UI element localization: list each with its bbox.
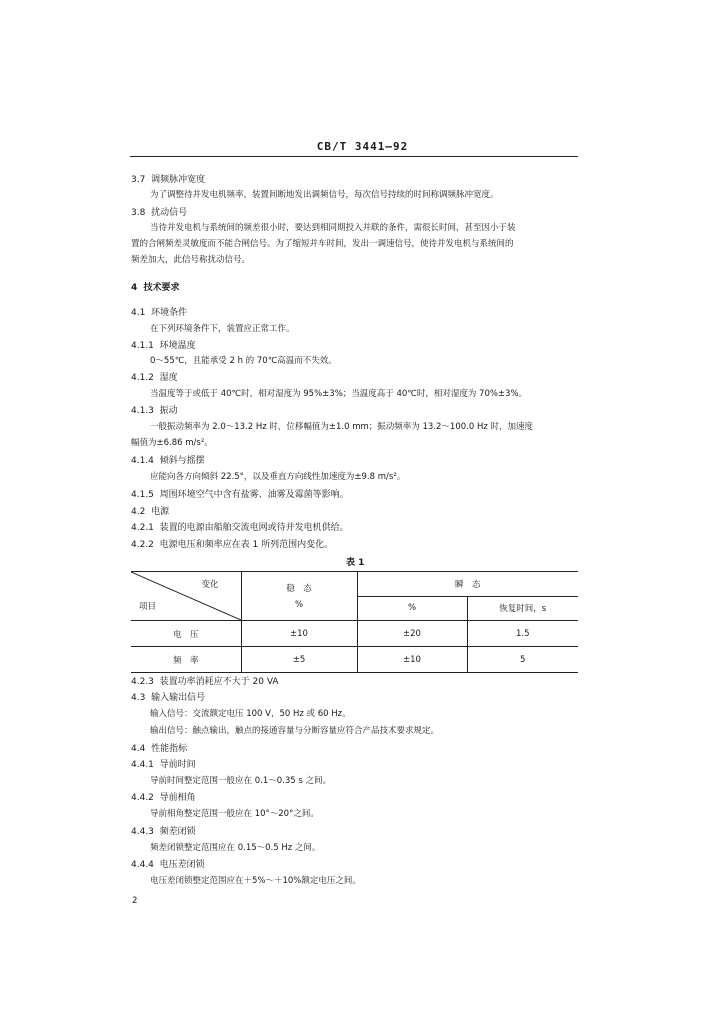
recovery-cell: 1.5: [467, 621, 578, 647]
paragraph: 频差闭锁整定范围应在 0.15～0.5 Hz 之间。: [150, 843, 321, 853]
paragraph: 输出信号：触点输出，触点的接通容量与分断容量应符合产品技术要求规定。: [150, 726, 440, 736]
section-number: 4.1.1: [131, 341, 154, 351]
section-number: 4.4.4: [131, 860, 154, 870]
section-number: 4.2.2: [131, 540, 154, 550]
section-number: 4.2.3: [131, 677, 154, 687]
section-number: 4.2.1: [131, 523, 154, 533]
section-3-7-heading: [131, 172, 205, 185]
section-title: 导前相角: [159, 793, 196, 803]
section-title: 环境温度: [159, 341, 196, 351]
paragraph: 一般振动频率为 2.0～13.2 Hz 时，位移幅值为±1.0 mm；振动频率为 13.2～100.0 Hz 时，加速度: [150, 422, 534, 432]
table-row: [131, 621, 578, 647]
paragraph: 置的合闸频差灵敏度而不能合闸信号。为了缩短并车时间，发出一调速信号，使待并发电机与系统间的: [131, 239, 514, 249]
section-title: 电源电压和频率应在表 1 所列范围内变化。: [159, 540, 334, 550]
paragraph: 当温度等于或低于 40℃时，相对湿度为 95%±3%；当温度高于 40℃时，相对湿度为 70%±3%。: [150, 389, 528, 399]
header-rule: [130, 156, 578, 157]
paragraph: 在下列环境条件下，装置应正常工作。: [150, 324, 295, 334]
section-number: 4.1: [131, 308, 146, 318]
steady-cell: ±5: [241, 647, 357, 673]
table-1: [131, 571, 578, 673]
table-caption: 表 1: [346, 558, 365, 568]
item-cell: 频 率: [131, 647, 241, 673]
paragraph: 为了调整待并发电机频率，装置间断地发出调频信号，每次信号持续的时间称调频脉冲宽度。: [150, 190, 499, 200]
transient-unit-cell: %: [357, 596, 467, 621]
paragraph: 电压差闭锁整定范围应在＋5%～＋10%额定电压之间。: [150, 876, 361, 886]
steady-label: 稳 态: [286, 584, 312, 594]
diag-bottom-label: 项目: [139, 602, 157, 612]
transient-cell: ±10: [357, 647, 467, 673]
section-title: 电源: [151, 507, 170, 517]
section-title: 性能指标: [151, 744, 188, 754]
table-row: [131, 647, 578, 673]
section-number: 4.1.4: [131, 456, 154, 466]
section-number: 4.4: [131, 744, 146, 754]
section-title: 装置的电源由船舶交流电网或待并发电机供给。: [159, 523, 349, 533]
steady-cell: ±10: [241, 621, 357, 647]
section-4-heading: [131, 280, 180, 293]
section-title: 扰动信号: [151, 208, 188, 218]
section-title: 调频脉冲宽度: [151, 175, 206, 185]
paragraph: 应能向各方向倾斜 22.5°，以及垂直方向线性加速度为±9.8 m/s²。: [150, 472, 406, 482]
section-title: 电压差闭锁: [159, 860, 205, 870]
section-title: 频差闭锁: [159, 827, 196, 837]
section-4-4-heading: [131, 741, 187, 754]
paragraph: 导前相角整定范围一般应在 10°～20°之间。: [150, 809, 319, 819]
paragraph: 导前时间整定范围一般应在 0.1～0.35 s 之间。: [150, 776, 331, 786]
section-title: 装置功率消耗应不大于 20 VA: [159, 677, 279, 687]
section-4-4-4-heading: [131, 857, 205, 870]
section-title: 导前时间: [159, 760, 196, 770]
section-number: 4.4.2: [131, 793, 154, 803]
section-title: 振动: [159, 406, 178, 416]
recovery-cell: 5: [467, 647, 578, 673]
diagonal-header-cell: [131, 572, 241, 621]
section-number: 4.2: [131, 507, 146, 517]
section-4-3-heading: [131, 690, 205, 703]
section-4-4-1-heading: [131, 757, 196, 770]
section-4-1-3-heading: [131, 403, 178, 416]
section-title: 周围环境空气中含有盐雾、油雾及霉菌等影响。: [159, 490, 349, 500]
recovery-header-cell: 恢复时间，s: [467, 596, 578, 621]
section-title: 技术要求: [143, 283, 180, 293]
paragraph: 0～55℃，且能承受 2 h 的 70℃高温而不失效。: [150, 356, 337, 366]
section-4-1-2-heading: [131, 370, 178, 383]
section-4-2-3-heading: [131, 674, 279, 687]
section-number: 4.4.3: [131, 827, 154, 837]
section-number: 4.1.2: [131, 373, 154, 383]
section-4-1-1-heading: [131, 338, 196, 351]
paragraph: 当待并发电机与系统间的频差很小时，要达到相同期投入并联的条件，需很长时间，甚至因小于装: [150, 223, 516, 233]
section-number: 3.8: [131, 208, 146, 218]
section-number: 3.7: [131, 175, 146, 185]
section-number: 4.3: [131, 693, 146, 703]
section-4-4-3-heading: [131, 824, 196, 837]
section-title: 输入输出信号: [151, 693, 206, 703]
page-number: 2: [132, 896, 138, 906]
section-number: 4.1.5: [131, 490, 154, 500]
transient-header-cell: 瞬 态: [357, 572, 578, 597]
transient-cell: ±20: [357, 621, 467, 647]
section-number: 4.1.3: [131, 406, 154, 416]
section-3-8-heading: [131, 205, 187, 218]
section-4-1-5-heading: [131, 487, 349, 500]
steady-header-cell: [241, 572, 357, 621]
section-4-1-4-heading: [131, 453, 205, 466]
section-4-4-2-heading: [131, 790, 196, 803]
item-cell: 电 压: [131, 621, 241, 647]
section-4-2-1-heading: [131, 520, 349, 533]
steady-unit: %: [294, 600, 304, 610]
section-title: 湿度: [159, 373, 178, 383]
diagonal-line: [131, 572, 241, 620]
paragraph: 输入信号：交流额定电压 100 V，50 Hz 或 60 Hz。: [150, 709, 351, 719]
section-number: 4: [131, 283, 138, 293]
standard-code-header: CB/T 3441—92: [316, 140, 409, 153]
section-title: 环境条件: [151, 308, 188, 318]
section-number: 4.4.1: [131, 760, 154, 770]
section-4-2-heading: [131, 504, 169, 517]
diag-top-label: 变化: [201, 580, 219, 590]
paragraph: 频差加大，此信号称扰动信号。: [131, 255, 251, 265]
section-4-2-2-heading: [131, 537, 333, 550]
section-4-1-heading: [131, 305, 187, 318]
section-title: 倾斜与摇摆: [159, 456, 205, 466]
paragraph: 幅值为±6.86 m/s²。: [131, 438, 213, 448]
